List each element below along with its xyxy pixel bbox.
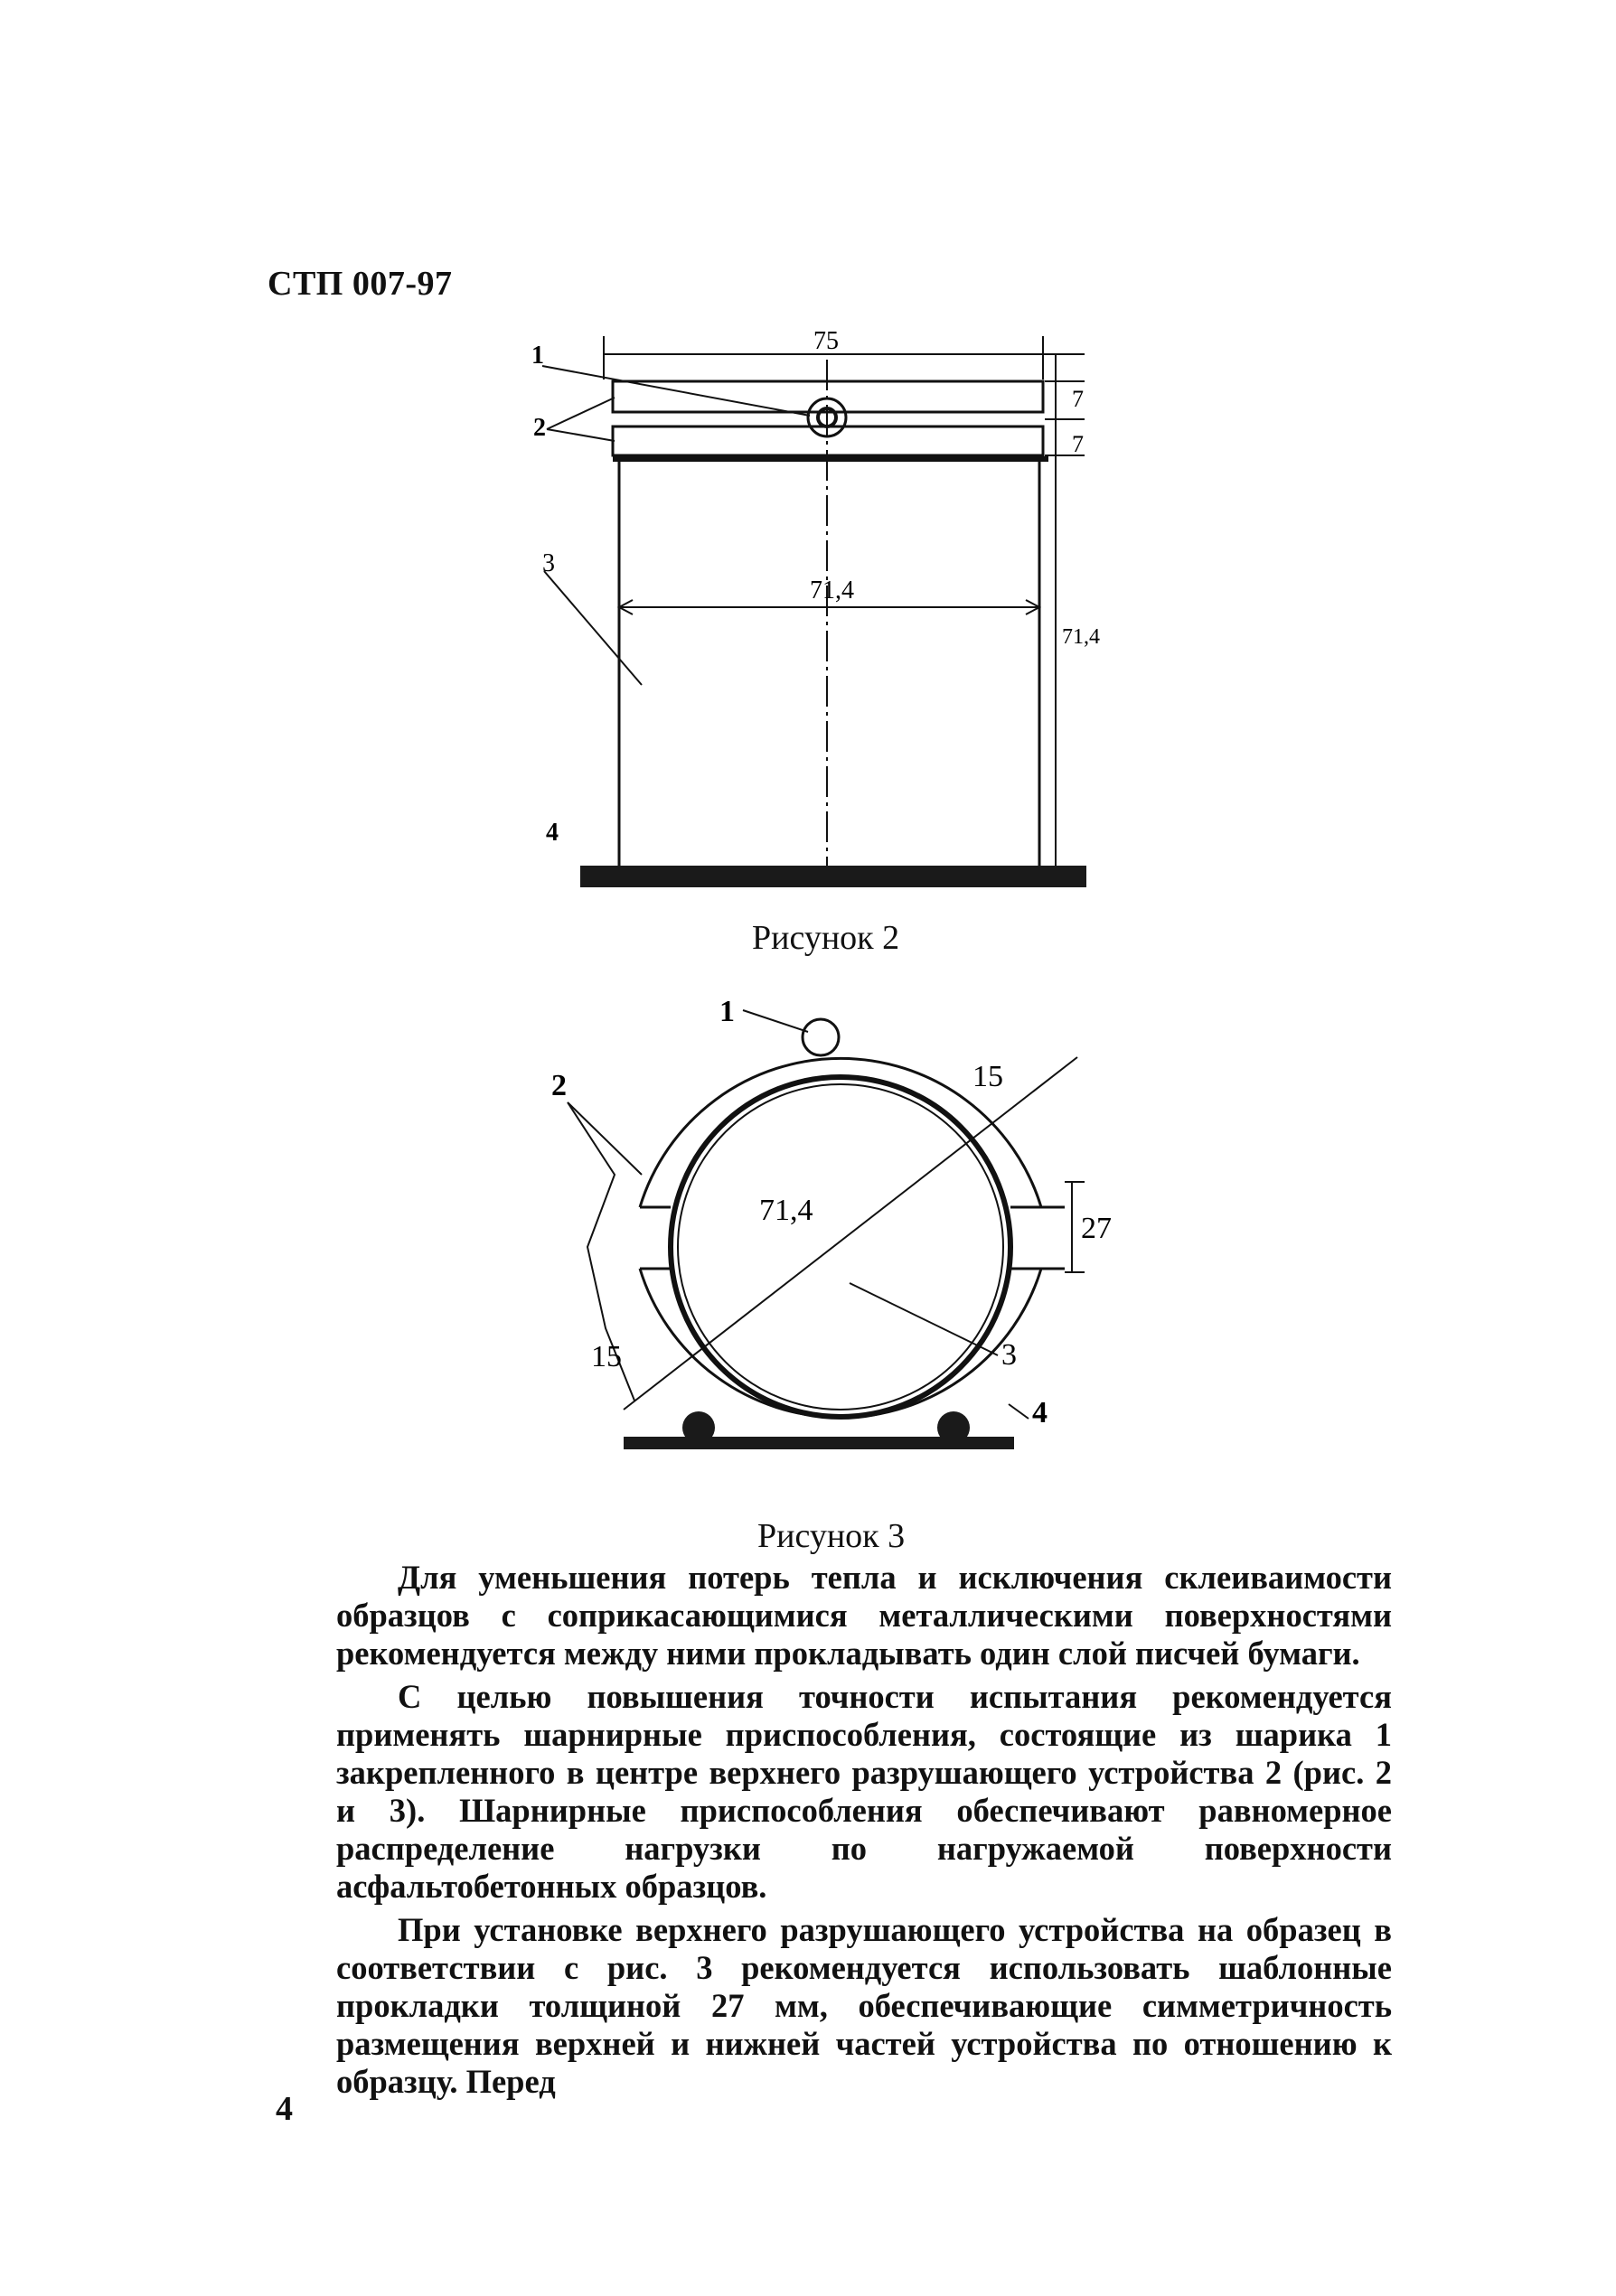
figure-2-caption: Рисунок 2 [752,919,900,957]
fig2-dim-height: 71,4 [1062,625,1100,649]
fig2-dim-ring2: 7 [1072,431,1084,457]
fig3-dim-wall-top: 15 [972,1060,1003,1093]
fig2-dim-width: 75 [813,327,839,355]
figure-2-drawing [506,325,1139,922]
paragraph-2: С целью повышения точности испытания рекомендуется применять шарнирные приспособления, состоящие из шарика 1 закрепленного в центре верхнего разрушающего устройства 2 (рис. 2 и 3). Шарнирные приспособления обеспечивают равномерное распределение нагрузки по нагружаемой поверхности асфальтобетонных образцов. [336,1678,1392,1905]
fig3-dim-diameter: 71,4 [759,1194,813,1227]
fig2-dim-diameter: 71,4 [810,576,854,604]
fig3-label-ball: 1 [719,995,735,1028]
figure-3-caption: Рисунок 3 [757,1517,906,1555]
fig3-base-plate [624,1437,1014,1449]
fig3-dim-gap: 27 [1081,1212,1112,1245]
fig2-dim-ring1: 7 [1072,386,1084,412]
body-text [336,1559,1392,2106]
figure-3-drawing [551,985,1130,1491]
fig2-base-plate [580,866,1086,887]
paragraph-1: Для уменьшения потерь тепла и исключения склеиваимости образцов с соприкасающимися металлическими поверхностями рекомендуется между ними прокладывать один слой писчей бумаги. [336,1559,1392,1672]
document-code-header: СТП 007-97 [268,265,453,303]
fig3-dim-wall-bottom: 15 [591,1340,622,1373]
fig3-label-base: 4 [1032,1396,1048,1429]
fig3-label-sample: 3 [1001,1338,1017,1372]
fig2-label-base: 4 [546,819,559,847]
fig3-label-device-parts: 2 [551,1069,567,1102]
paragraph-3: При установке верхнего разрушающего устройства на образец в соответствии с рис. 3 рекомендуется использовать шаблонные прокладки толщиной 27 мм, обеспечивающие симметричность размещения верхней и нижней частей устройства по отношению к образцу. Перед [336,1911,1392,2100]
fig2-label-ball: 1 [531,342,544,370]
fig2-label-upper-device: 2 [533,414,546,442]
page-number: 4 [276,2090,293,2128]
fig2-label-sample: 3 [542,549,555,577]
